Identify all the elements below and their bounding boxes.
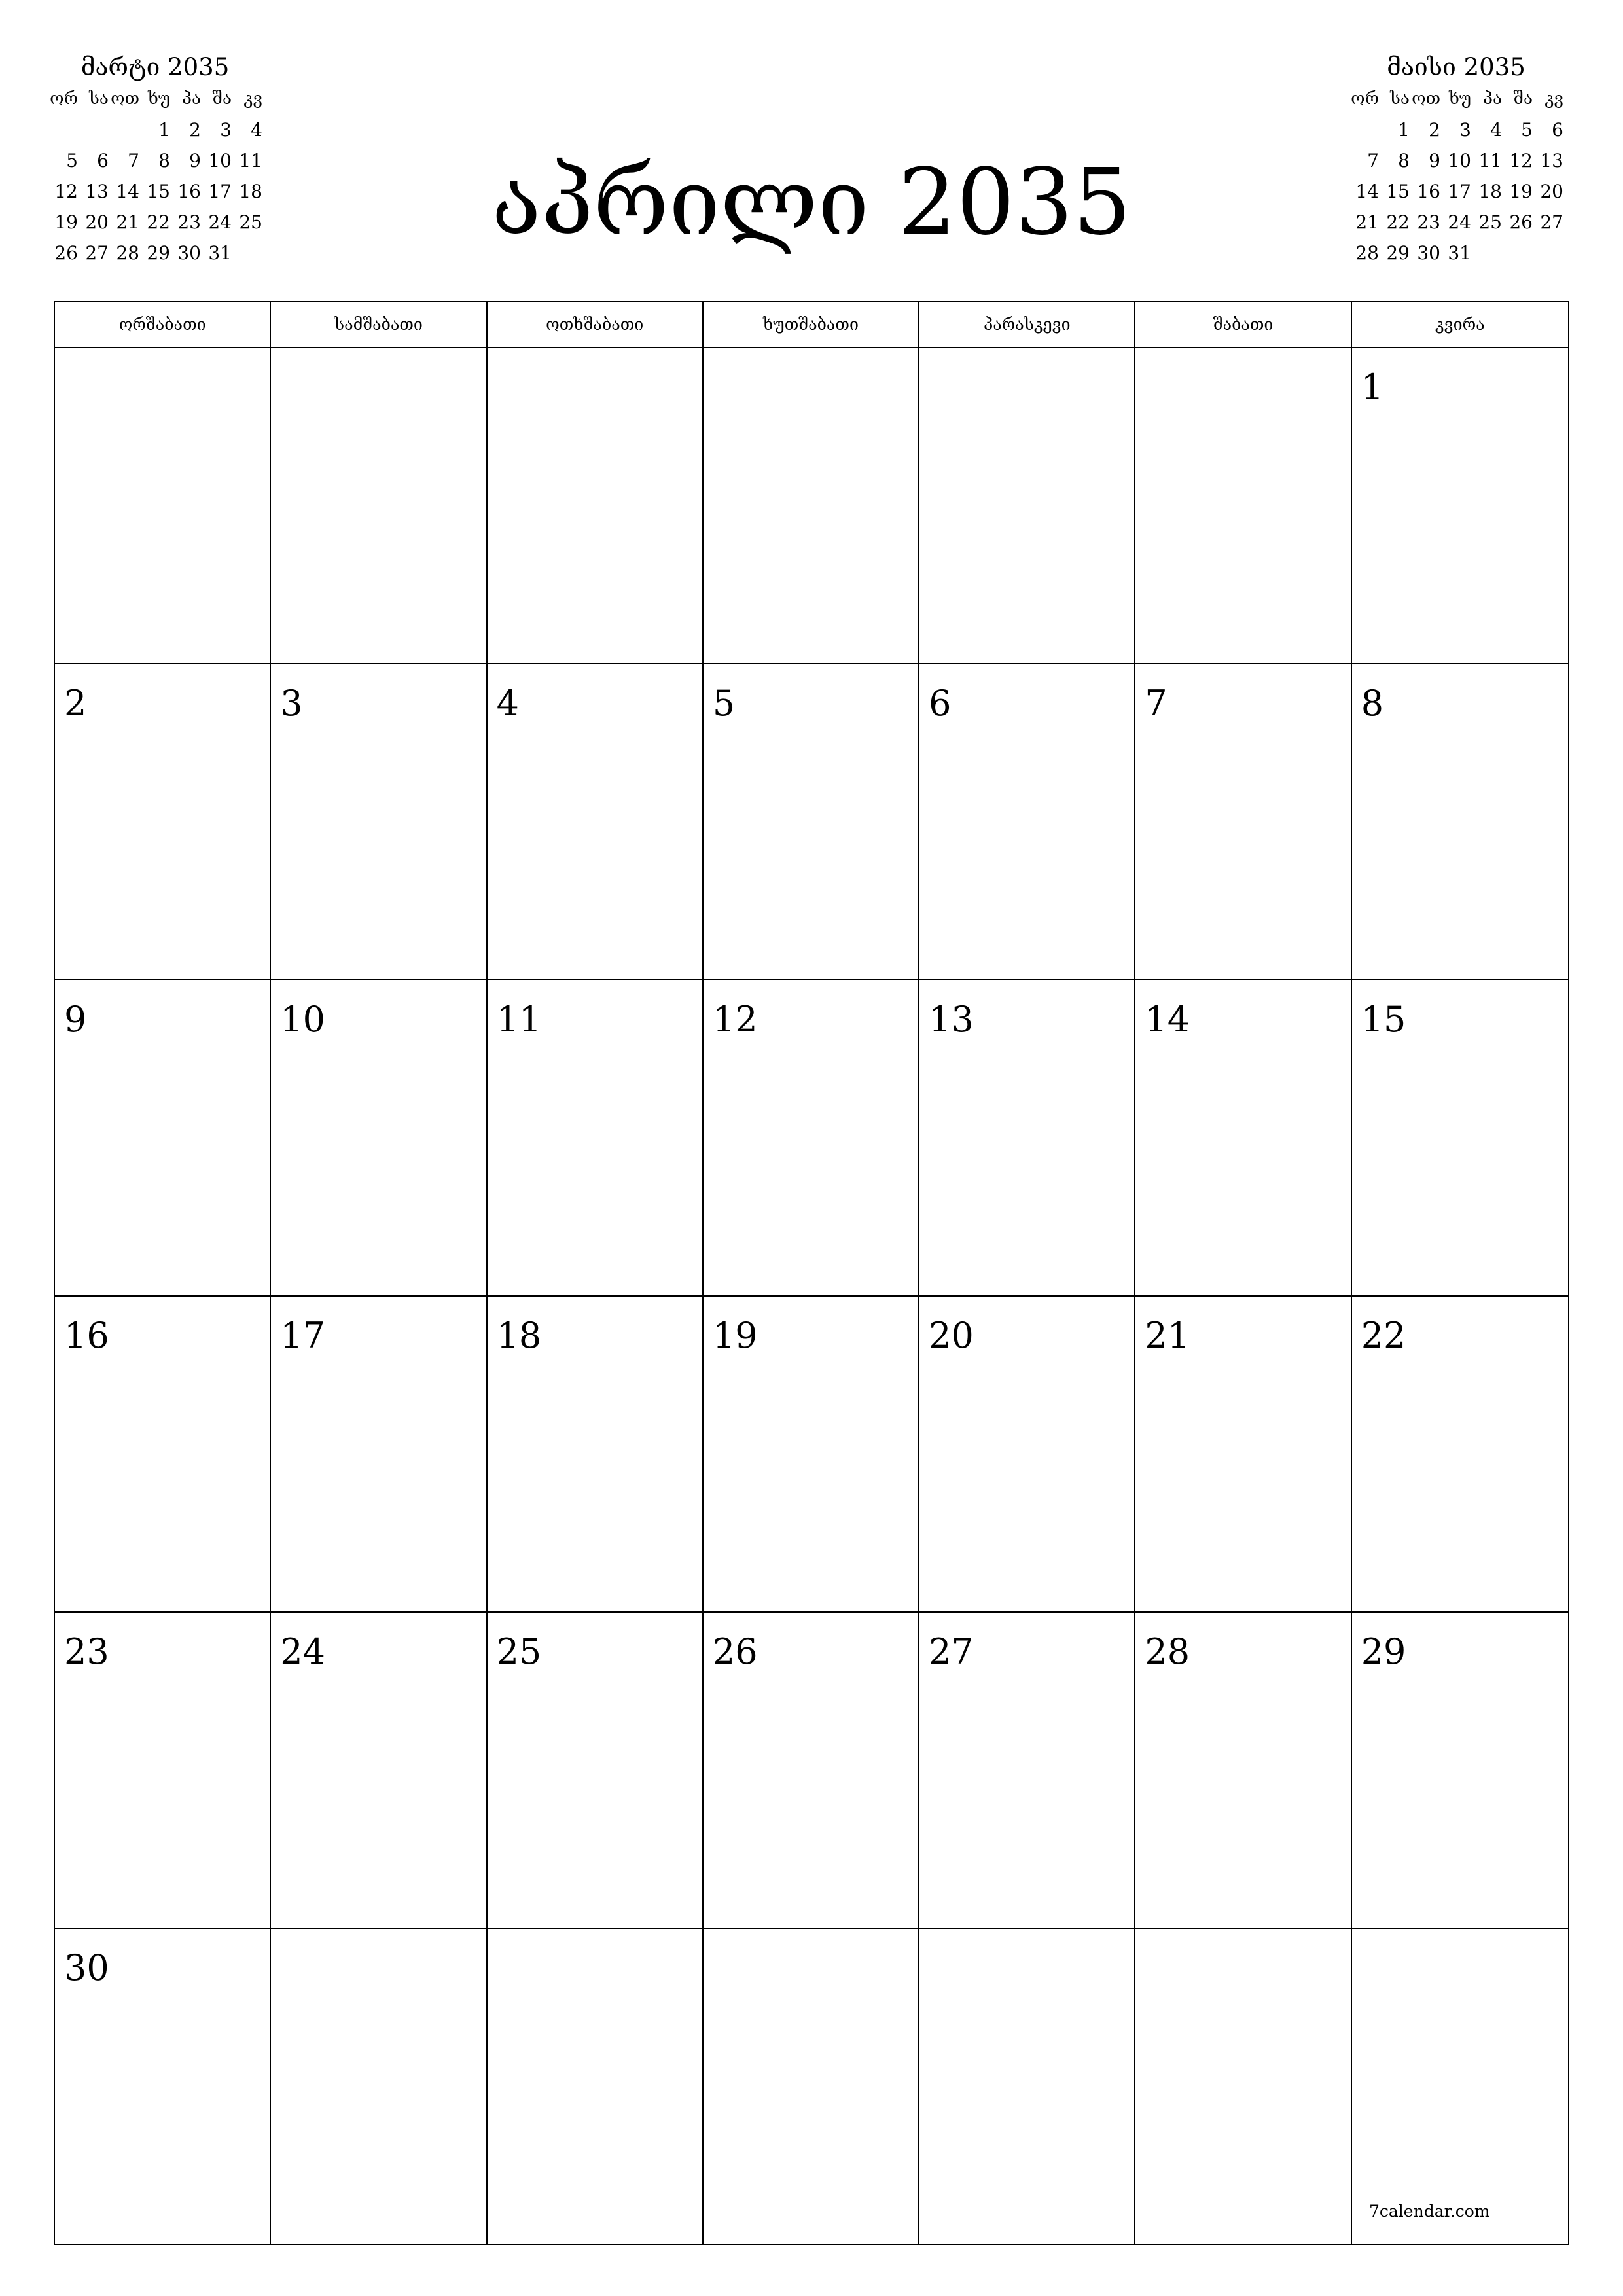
mini-day-number: 13 (85, 181, 109, 202)
day-number: 20 (929, 1315, 974, 1356)
mini-day-number: 27 (1540, 211, 1563, 233)
day-cell[interactable] (488, 1929, 704, 2244)
mini-day-number: 6 (1552, 119, 1563, 141)
mini-day-number: 12 (1509, 150, 1533, 171)
day-cell[interactable] (1352, 1613, 1568, 1928)
day-cell[interactable] (271, 1297, 487, 1611)
mini-calendar-title: მაისი 2035 (1387, 53, 1525, 81)
mini-day-number: 31 (208, 242, 232, 264)
day-cell[interactable] (704, 664, 919, 979)
mini-day-number: 4 (251, 119, 262, 141)
mini-weekday-header: შა (1513, 89, 1533, 109)
day-cell[interactable] (1135, 1613, 1351, 1928)
mini-day-number: 20 (85, 211, 109, 233)
mini-day-number: 30 (1417, 242, 1440, 264)
day-cell[interactable] (919, 348, 1135, 663)
mini-day-number (1533, 238, 1563, 268)
mini-day-number: 17 (208, 181, 232, 202)
mini-day-number: 1 (1398, 119, 1410, 141)
weekday-header: შაბათი (1135, 302, 1351, 347)
mini-day-number: 8 (1398, 150, 1410, 171)
weeks-container (55, 348, 1568, 2244)
mini-day-number: 23 (177, 211, 201, 233)
day-cell[interactable] (271, 348, 487, 663)
week-row (55, 1613, 1568, 1929)
mini-day-number: 14 (1355, 181, 1379, 202)
day-number: 29 (1361, 1631, 1406, 1672)
day-number: 22 (1361, 1315, 1406, 1356)
day-number: 7 (1145, 683, 1168, 724)
mini-day-number: 19 (1509, 181, 1533, 202)
mini-day-number: 9 (189, 150, 201, 171)
day-number: 2 (64, 683, 87, 724)
day-cell[interactable] (488, 1613, 704, 1928)
mini-day-number: 21 (1355, 211, 1379, 233)
day-cell[interactable] (1135, 664, 1351, 979)
mini-day-number: 5 (66, 150, 78, 171)
mini-day-number: 20 (1540, 181, 1563, 202)
mini-day-number: 24 (1448, 211, 1471, 233)
day-cell[interactable] (919, 1929, 1135, 2244)
mini-day-number: 12 (54, 181, 78, 202)
mini-day-number: 31 (1448, 242, 1471, 264)
day-cell[interactable] (1352, 1297, 1568, 1611)
mini-weekday-header: სა (89, 89, 109, 109)
day-number: 19 (712, 1315, 758, 1356)
mini-day-number: 17 (1448, 181, 1471, 202)
day-cell[interactable] (1135, 1929, 1351, 2244)
weekday-header: კვირა (1435, 315, 1485, 334)
mini-day-number: 14 (116, 181, 139, 202)
mini-day-number: 3 (220, 119, 232, 141)
day-number: 13 (929, 999, 974, 1040)
mini-weekday-header: პა (1483, 89, 1502, 109)
mini-day-number: 8 (158, 150, 170, 171)
day-number: 24 (280, 1631, 325, 1672)
mini-day-number: 9 (1429, 150, 1440, 171)
mini-day-number: 25 (239, 211, 262, 233)
day-cell[interactable] (919, 664, 1135, 979)
mini-day-number: 28 (1355, 242, 1379, 264)
page-title: აპრილი 2035 (491, 149, 1132, 256)
mini-day-number: 13 (1540, 150, 1563, 171)
mini-weekday-header: კვ (243, 89, 262, 109)
mini-weekday-header: ხუ (147, 89, 170, 109)
day-cell[interactable] (1352, 664, 1568, 979)
mini-weekday-header: ოთ (1412, 89, 1440, 109)
weekday-header-row (55, 302, 1568, 348)
day-number: 18 (496, 1315, 542, 1356)
day-cell[interactable] (488, 1297, 704, 1611)
day-cell[interactable] (488, 980, 704, 1295)
day-cell[interactable] (1352, 980, 1568, 1295)
mini-day-number: 5 (1521, 119, 1533, 141)
week-row (55, 1929, 1568, 2244)
day-number: 10 (280, 999, 325, 1040)
mini-day-number: 7 (1367, 150, 1379, 171)
mini-day-number: 23 (1417, 211, 1440, 233)
mini-day-number: 22 (147, 211, 170, 233)
mini-day-number: 28 (116, 242, 139, 264)
mini-weekday-header: ორ (1351, 89, 1379, 109)
mini-day-number (1471, 238, 1502, 268)
day-number: 4 (496, 683, 519, 724)
mini-day-number (1502, 238, 1533, 268)
day-number: 28 (1145, 1631, 1190, 1672)
day-number: 17 (280, 1315, 325, 1356)
mini-day-number: 19 (54, 211, 78, 233)
day-number: 30 (64, 1947, 109, 1988)
day-number: 14 (1145, 999, 1190, 1040)
day-cell[interactable] (704, 1613, 919, 1928)
mini-day-number: 7 (128, 150, 139, 171)
day-cell[interactable] (704, 1929, 919, 2244)
day-cell[interactable] (919, 1297, 1135, 1611)
day-number: 16 (64, 1315, 109, 1356)
mini-day-number: 11 (239, 150, 262, 171)
mini-day-number: 15 (1386, 181, 1410, 202)
mini-day-number: 29 (1386, 242, 1410, 264)
mini-weekday-header: ოთ (111, 89, 139, 109)
mini-day-number: 27 (85, 242, 109, 264)
mini-day-number (109, 115, 139, 145)
weekday-header: პარასკევი (919, 302, 1135, 347)
mini-day-number: 15 (147, 181, 170, 202)
day-number: 8 (1361, 683, 1384, 724)
day-number: 15 (1361, 999, 1406, 1040)
day-cell[interactable] (919, 980, 1135, 1295)
mini-day-number: 2 (189, 119, 201, 141)
day-number: 3 (280, 683, 303, 724)
mini-weekday-header: ორ (50, 89, 78, 109)
mini-calendar-prev-month (47, 51, 263, 268)
day-number: 5 (712, 683, 736, 724)
mini-day-number: 11 (1478, 150, 1502, 171)
day-cell[interactable] (271, 1929, 487, 2244)
day-number: 11 (496, 999, 542, 1040)
mini-day-number: 16 (1417, 181, 1440, 202)
day-cell[interactable] (1135, 1297, 1351, 1611)
weekday-header: სამშაბათი (271, 302, 487, 347)
mini-day-number (78, 115, 109, 145)
week-row (55, 1297, 1568, 1613)
day-cell[interactable] (55, 664, 271, 979)
day-cell[interactable] (704, 980, 919, 1295)
day-cell[interactable] (919, 1613, 1135, 1928)
mini-weekday-header: შა (212, 89, 232, 109)
day-cell[interactable] (55, 1613, 271, 1928)
day-cell[interactable] (1135, 348, 1351, 663)
mini-calendar-grid (1348, 84, 1564, 268)
mini-weekday-header: პა (182, 89, 201, 109)
day-number: 1 (1361, 367, 1384, 408)
mini-weekday-header: ხუ (1448, 89, 1471, 109)
day-cell[interactable] (271, 664, 487, 979)
month-grid (54, 301, 1569, 2245)
day-number: 12 (712, 999, 758, 1040)
day-number: 6 (929, 683, 952, 724)
day-cell[interactable] (55, 1297, 271, 1611)
mini-day-number: 10 (208, 150, 232, 171)
day-number: 9 (64, 999, 87, 1040)
mini-day-number: 30 (177, 242, 201, 264)
mini-day-number: 26 (54, 242, 78, 264)
week-row (55, 664, 1568, 980)
day-cell[interactable] (1352, 348, 1568, 663)
day-number: 21 (1145, 1315, 1190, 1356)
day-number: 25 (496, 1631, 542, 1672)
mini-day-number: 6 (97, 150, 109, 171)
mini-day-number: 16 (177, 181, 201, 202)
weekday-header: ოთხშაბათი (488, 302, 704, 347)
mini-calendar-grid (47, 84, 263, 268)
day-cell[interactable] (271, 980, 487, 1295)
week-row (55, 980, 1568, 1297)
day-cell[interactable] (488, 348, 704, 663)
day-number: 27 (929, 1631, 974, 1672)
mini-day-number (232, 238, 262, 268)
day-number: 26 (712, 1631, 758, 1672)
mini-day-number (47, 115, 78, 145)
week-row (55, 348, 1568, 664)
mini-day-number: 1 (158, 119, 170, 141)
weekday-header: ხუთშაბათი (704, 302, 919, 347)
day-cell[interactable] (488, 664, 704, 979)
day-cell[interactable] (55, 980, 271, 1295)
mini-weekday-header: სა (1390, 89, 1410, 109)
day-cell[interactable] (1352, 1929, 1568, 2244)
mini-day-number: 22 (1386, 211, 1410, 233)
day-cell[interactable] (704, 348, 919, 663)
mini-day-number: 29 (147, 242, 170, 264)
mini-day-number: 21 (116, 211, 139, 233)
mini-day-number: 4 (1490, 119, 1502, 141)
mini-day-number: 25 (1478, 211, 1502, 233)
mini-calendar-next-month (1348, 51, 1564, 268)
mini-day-number (1348, 115, 1379, 145)
weekday-header: ორშაბათი (55, 302, 271, 347)
mini-weekday-header: კვ (1544, 89, 1563, 109)
mini-day-number: 18 (1478, 181, 1502, 202)
mini-day-number: 3 (1459, 119, 1471, 141)
day-cell[interactable] (271, 1613, 487, 1928)
mini-day-number: 2 (1429, 119, 1440, 141)
day-cell[interactable] (55, 348, 271, 663)
day-cell[interactable] (704, 1297, 919, 1611)
day-cell[interactable] (55, 1929, 271, 2244)
mini-day-number: 24 (208, 211, 232, 233)
day-cell[interactable] (1135, 980, 1351, 1295)
mini-day-number: 10 (1448, 150, 1471, 171)
mini-day-number: 18 (239, 181, 262, 202)
mini-calendar-title: მარტი 2035 (80, 53, 230, 81)
day-number: 23 (64, 1631, 109, 1672)
mini-day-number: 26 (1509, 211, 1533, 233)
watermark: 7calendar.com (1369, 2202, 1490, 2221)
